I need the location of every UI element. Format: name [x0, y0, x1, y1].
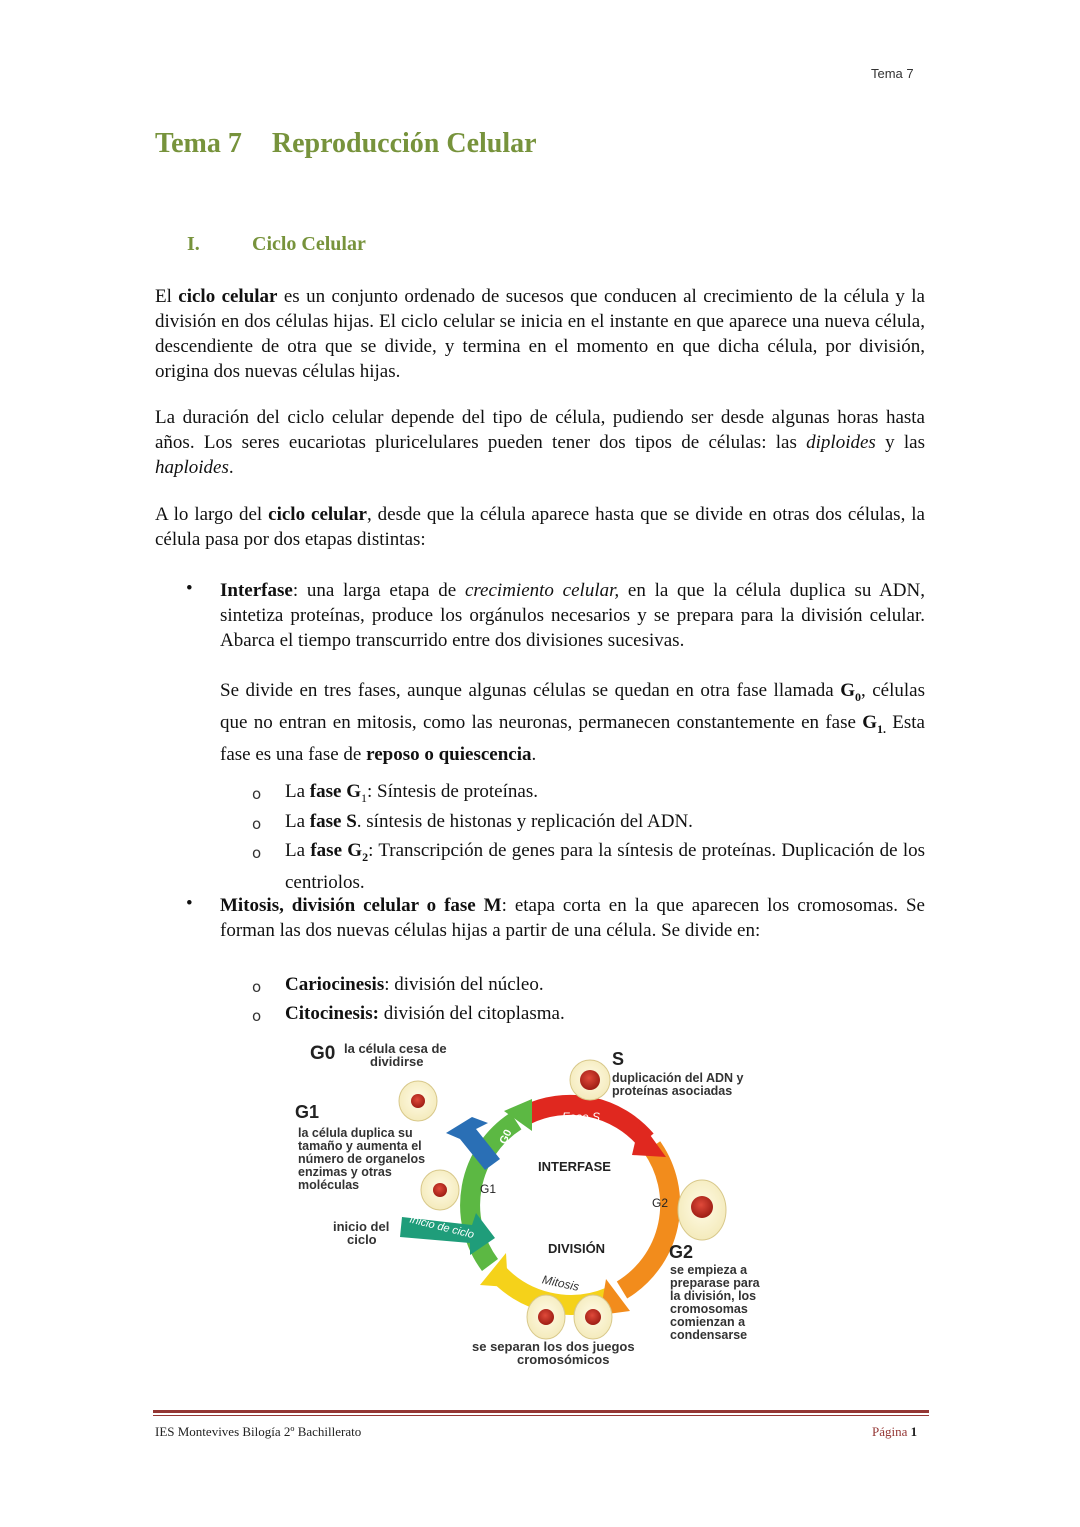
- cell-s: [570, 1060, 610, 1100]
- g2-arc-label: G2: [652, 1196, 669, 1210]
- g1-title: G1: [295, 1102, 320, 1122]
- circle-bullet-g2: o: [252, 844, 262, 862]
- footer-rule-thick: [153, 1410, 929, 1413]
- section-text: Ciclo Celular: [252, 233, 366, 255]
- g1-line-1: la célula duplica su: [298, 1126, 413, 1140]
- bullet-mitosis: •: [186, 893, 193, 914]
- item-mitosis: Mitosis, división celular o fase M: etapa corta en la que aparecen los cromosomas. Se forman las dos nuevas células hijas a partir de una célula. Se divide en:: [220, 895, 925, 941]
- g0-title: G0: [310, 1043, 336, 1064]
- g1-arc-label: G1: [480, 1182, 497, 1196]
- circle-bullet-s: o: [252, 815, 262, 833]
- g1-line-5: moléculas: [298, 1178, 360, 1192]
- cell-g1: [421, 1170, 459, 1210]
- s-line-1: duplicación del ADN y: [612, 1071, 744, 1085]
- g2-title: G2: [669, 1242, 694, 1262]
- sub-item-g1: La fase $G_1$: Síntesis de proteínas.: [285, 781, 538, 805]
- fase-s-label: Fase S: [562, 1110, 601, 1124]
- circle-bullet-citocinesis: o: [252, 1007, 262, 1025]
- g2-line-6: condensarse: [670, 1328, 748, 1342]
- paragraph-definition: El ciclo celular es un conjunto ordenado de sucesos que conducen al crecimiento de la célula y la división en dos células hijas. El ciclo celular se inicia en el instante en que aparece una nueva célula, descendiente de otra que se divide, y termina en el momento en que dicha célula, por división, origina dos nuevas células hijas.: [155, 286, 925, 382]
- footer-page: Página 1: [872, 1424, 918, 1439]
- paragraph-stages: A lo largo del ciclo celular, desde que la célula aparece hasta que se divide en otras dos células, la célula pasa por dos etapas distintas:: [155, 504, 925, 550]
- g2-line-5: comienzan a: [670, 1315, 746, 1329]
- footer-rule-thin: [153, 1415, 929, 1416]
- arc-g2: [622, 1147, 670, 1290]
- g2-line-2: preparase para: [670, 1276, 760, 1290]
- g0-arrow-label: G0: [497, 1127, 515, 1147]
- sub-item-cariocinesis: Cariocinesis: división del núcleo.: [285, 974, 544, 995]
- g1-line-3: número de organelos: [298, 1152, 426, 1166]
- bottom-line-2: cromosómicos: [517, 1352, 610, 1367]
- interfase-label: INTERFASE: [538, 1159, 611, 1174]
- mitosis-arc-label: Mitosis: [540, 1272, 581, 1294]
- cell-g2: [678, 1180, 726, 1240]
- g1-line-2: tamaño y aumenta el: [298, 1139, 422, 1153]
- g1-line-4: enzimas y otras: [298, 1165, 392, 1179]
- paragraph-phases: Se divide en tres fases, aunque algunas células se quedan en otra fase llamada $G_0$, células que no entran en mitosis, como las neuronas, permanecen constantemente en fase $G_{1.}$ Esta fase es una fase de reposo o quiescencia.: [220, 680, 925, 765]
- s-title: S: [612, 1049, 625, 1069]
- section-number: I.: [187, 233, 200, 255]
- g2-line-1: se empieza a: [670, 1263, 748, 1277]
- g2-line-4: cromosomas: [670, 1302, 748, 1316]
- division-label: DIVISIÓN: [548, 1241, 606, 1256]
- title-text: Reproducción Celular: [271, 128, 537, 159]
- sub-item-s: La fase S. síntesis de histonas y replicación del ADN.: [285, 811, 693, 832]
- inicio-line-1: inicio del: [333, 1219, 390, 1234]
- title-number: Tema 7: [155, 128, 242, 159]
- bullet-interfase: •: [186, 578, 193, 599]
- paragraph-duration: La duración del ciclo celular depende del tipo de célula, pudiendo ser desde algunas horas hasta años. Los seres eucariotas pluricelulares pueden tener dos tipos de células: las diploides y las haploides.: [155, 407, 926, 478]
- g2-line-3: la división, los: [670, 1289, 757, 1303]
- bottom-line-1: se separan los dos juegos: [472, 1339, 635, 1354]
- page-title: [155, 128, 537, 160]
- s-line-2: proteínas asociadas: [612, 1084, 733, 1098]
- running-header: Tema 7: [871, 66, 914, 81]
- sub-item-citocinesis: Citocinesis: división del citoplasma.: [285, 1003, 565, 1024]
- footer-school: IES Montevives Bilogía 2º Bachillerato: [155, 1424, 362, 1439]
- item-interfase: Interfase: una larga etapa de crecimiento celular, en la que la célula duplica su ADN, sintetiza proteínas, produce los orgánulos necesarios y se prepara para la división celular. Abarca el tiempo transcurrido entre dos divisiones sucesivas.: [220, 580, 925, 651]
- circle-bullet-cariocinesis: o: [252, 978, 262, 996]
- section-heading: [187, 233, 366, 256]
- sub-item-g2: La fase $G_2$: Transcripción de genes para la síntesis de proteínas. Duplicación de los centriolos.: [285, 840, 925, 893]
- inicio-arrow-label: Inicio de ciclo: [408, 1213, 476, 1242]
- cell-cycle-diagram: [280, 1035, 800, 1380]
- cell-g0: [399, 1081, 437, 1121]
- circle-bullet-g1: o: [252, 785, 262, 803]
- g0-text-2: dividirse: [370, 1054, 424, 1069]
- g0-text-1: la célula cesa de: [344, 1041, 447, 1056]
- inicio-line-2: ciclo: [347, 1232, 377, 1247]
